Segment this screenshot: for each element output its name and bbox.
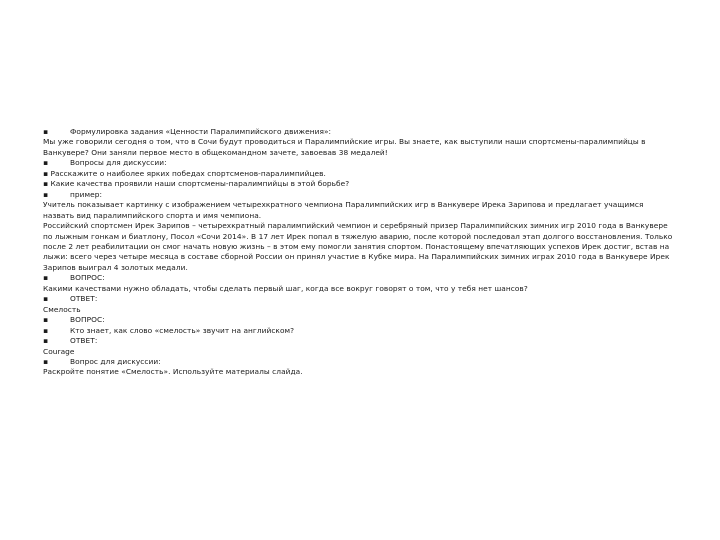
example-heading-line [43,190,675,200]
discussion-heading-line [43,158,675,168]
bullet-icon: ▪ [43,325,49,335]
bullet-icon: ▪ [43,315,49,325]
discussion-heading: Вопросы для дискуссии: [70,158,167,168]
question-2-text-line [43,326,675,336]
answer-1-label-line [43,294,675,304]
slide-text-body [43,127,675,378]
discussion-question-1: ▪ Расскажите о наиболее ярких победах спортсменов-паралимпийцев. [43,168,326,178]
bullet-icon: ▪ [43,273,49,283]
final-discussion-heading-line [43,357,675,367]
bullet-icon: ▪ [43,158,49,168]
final-discussion-heading: Вопрос для дискуссии: [70,356,161,366]
question-1-label-line [43,273,675,283]
question-2-text: Кто знает, как слово «смелость» звучит на английском? [70,325,295,335]
discussion-question-2: ▪ Какие качества проявили наши спортсмены-паралимпийцы в этой борьбе? [43,179,350,189]
example-heading: пример: [70,189,102,199]
question-1-label: ВОПРОС: [70,273,105,283]
intro-paragraph: Мы уже говорили сегодня о том, что в Сочи будут проводиться и Паралимпийские игры. Вы знаете, как выступили наши спортсмены-паралимпийцы в Ванкувере? Они заняли первое место в общекомандном зачете, завоевав 38 медалей! [43,137,646,157]
answer-1-text: Смелость [43,304,81,314]
answer-2-text: Courage [43,346,75,356]
bullet-icon: ▪ [43,189,49,199]
question-2-label: ВОПРОС: [70,315,105,325]
task-heading: Формулировка задания «Ценности Паралимпийского движения»: [70,127,332,136]
bullet-icon: ▪ [43,127,49,136]
question-2-label-line [43,315,675,325]
bullet-icon: ▪ [43,356,49,366]
answer-2-label-line [43,336,675,346]
bullet-icon: ▪ [43,336,49,346]
task-heading-line [43,127,675,137]
final-task: Раскройте понятие «Смелость». Используйте материалы слайда. [43,367,303,377]
bullet-icon: ▪ [43,294,49,304]
question-1-text: Какими качествами нужно обладать, чтобы сделать первый шаг, когда все вокруг говорят о том, что у тебя нет шансов? [43,283,528,293]
answer-1-label: ОТВЕТ: [70,294,98,304]
answer-2-label: ОТВЕТ: [70,336,98,346]
teacher-instruction: Учитель показывает картинку с изображением четырехкратного чемпиона Паралимпийских игр в Ванкувере Ирека Зарипова и предлагает учащимся назвать вид паралимпийского спорта и имя чемпиона. [43,200,644,220]
athlete-bio: Российский спортсмен Ирек Зарипов – четырехкратный паралимпийский чемпион и серебряный призер Паралимпийских зимних игр 2010 года в Ванкувере по лыжным гонкам и биатлону, Посол «Сочи 2014». В 17 лет Ирек попал в тяжелую аварию, после которой последовал этап долгого восстановления. Только после 2 лет реабилитации он смог начать новую жизнь – в этом ему помогли занятия спортом. Понастоящему впечатляющих успехов Ирек достиг, встав на лыжи: всего через четыре месяца в составе сборной России он принял участие в Кубке мира. На Паралимпийских зимних играх 2010 года в Ванкувере Ирек Зарипов выиграл 4 золотых медали. [43,221,673,272]
